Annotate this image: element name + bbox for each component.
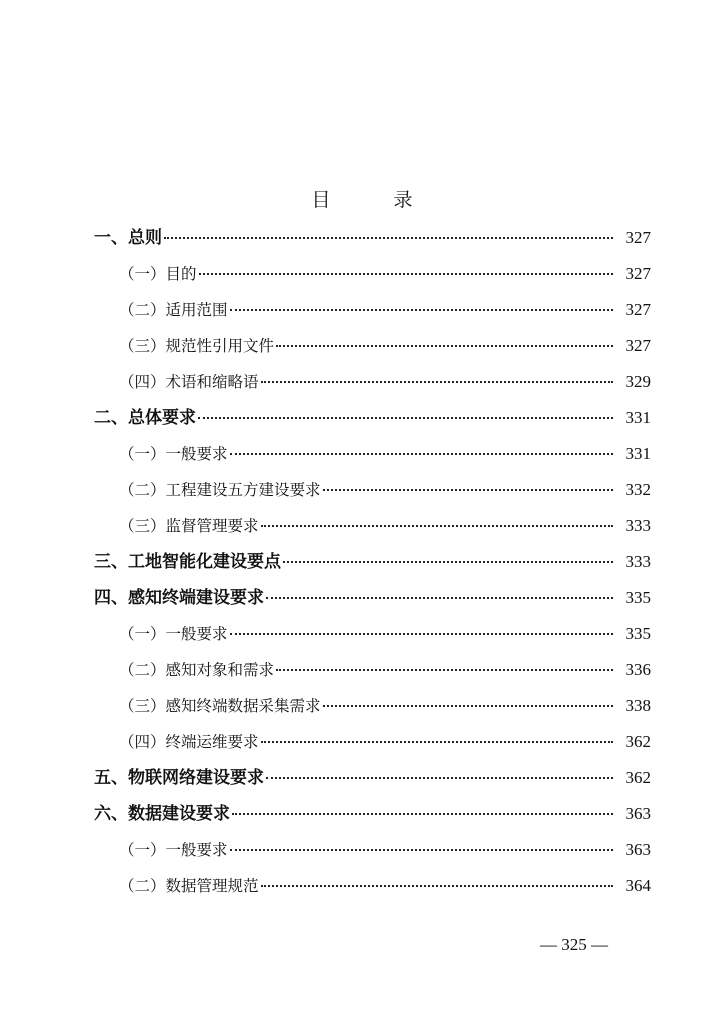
dot-leader [276, 345, 613, 347]
toc-entry-label: （一）一般要求 [119, 625, 228, 643]
toc-entry-label: 五、物联网络建设要求 [94, 768, 264, 788]
toc-entry[interactable] [0, 832, 724, 868]
dot-leader [323, 705, 613, 707]
toc-entry-page: 329 [625, 372, 651, 391]
toc-entry-page: 331 [625, 444, 651, 463]
dot-leader [283, 561, 613, 563]
dot-leader [323, 489, 613, 491]
toc-title: 目 录 [311, 189, 435, 211]
toc-entry-label: （三）感知终端数据采集需求 [119, 697, 321, 715]
toc-entry[interactable] [0, 220, 724, 256]
toc-entry-page: 336 [625, 660, 651, 679]
toc-entry-label: （三）规范性引用文件 [119, 337, 275, 355]
toc-entry[interactable] [0, 724, 724, 760]
toc-entry-page: 327 [625, 228, 651, 247]
toc-entry[interactable] [0, 364, 724, 400]
toc-entry-page: 327 [625, 336, 651, 355]
toc-entry-page: 327 [625, 264, 651, 283]
dot-leader [266, 597, 613, 599]
toc-entry[interactable] [0, 328, 724, 364]
toc-entry[interactable] [0, 400, 724, 436]
toc-entry-page: 363 [625, 840, 651, 859]
toc-entry-label: （一）目的 [119, 265, 197, 283]
dot-leader [230, 633, 613, 635]
toc-entry[interactable] [0, 796, 724, 832]
toc-entry-label: 一、总则 [94, 228, 162, 248]
toc-entry-page: 333 [625, 552, 651, 571]
toc-entry[interactable] [0, 652, 724, 688]
toc-entry[interactable] [0, 688, 724, 724]
toc-entry-label: （二）数据管理规范 [119, 877, 259, 895]
toc-entry-page: 364 [625, 876, 651, 895]
toc-entry-label: （一）一般要求 [119, 445, 228, 463]
toc-entry-page: 331 [625, 408, 651, 427]
dot-leader [266, 777, 613, 779]
toc-entry[interactable] [0, 436, 724, 472]
toc-entry-page: 338 [625, 696, 651, 715]
toc-entry[interactable] [0, 760, 724, 796]
dot-leader [230, 453, 613, 455]
toc-entry-page: 335 [625, 588, 651, 607]
dot-leader [230, 309, 613, 311]
toc-entry-label: 二、总体要求 [94, 408, 196, 428]
dot-leader [261, 381, 613, 383]
dot-leader [276, 669, 613, 671]
toc-list [0, 220, 724, 904]
toc-entry-page: 363 [625, 804, 651, 823]
toc-entry-label: （二）适用范围 [119, 301, 228, 319]
page-number: — 325 — [540, 935, 608, 954]
toc-entry[interactable] [0, 256, 724, 292]
dot-leader [261, 885, 613, 887]
dot-leader [198, 417, 613, 419]
toc-entry-label: 六、数据建设要求 [94, 804, 230, 824]
toc-entry-label: （二）感知对象和需求 [119, 661, 275, 679]
dot-leader [232, 813, 613, 815]
toc-entry-page: 327 [625, 300, 651, 319]
toc-entry-label: （三）监督管理要求 [119, 517, 259, 535]
toc-entry-label: （四）术语和缩略语 [119, 373, 259, 391]
toc-entry-label: 四、感知终端建设要求 [94, 588, 264, 608]
toc-entry-label: （二）工程建设五方建设要求 [119, 481, 321, 499]
toc-entry[interactable] [0, 292, 724, 328]
dot-leader [164, 237, 613, 239]
toc-entry-page: 335 [625, 624, 651, 643]
dot-leader [230, 849, 613, 851]
toc-entry-label: （一）一般要求 [119, 841, 228, 859]
toc-entry[interactable] [0, 508, 724, 544]
toc-entry-label: 三、工地智能化建设要点 [94, 552, 281, 572]
toc-entry[interactable] [0, 544, 724, 580]
toc-entry-label: （四）终端运维要求 [119, 733, 259, 751]
toc-entry-page: 362 [625, 732, 651, 751]
dot-leader [199, 273, 613, 275]
toc-entry-page: 362 [625, 768, 651, 787]
toc-entry[interactable] [0, 580, 724, 616]
dot-leader [261, 525, 613, 527]
toc-entry[interactable] [0, 868, 724, 904]
dot-leader [261, 741, 613, 743]
toc-entry[interactable] [0, 616, 724, 652]
toc-entry-page: 333 [625, 516, 651, 535]
toc-entry-page: 332 [625, 480, 651, 499]
toc-entry[interactable] [0, 472, 724, 508]
